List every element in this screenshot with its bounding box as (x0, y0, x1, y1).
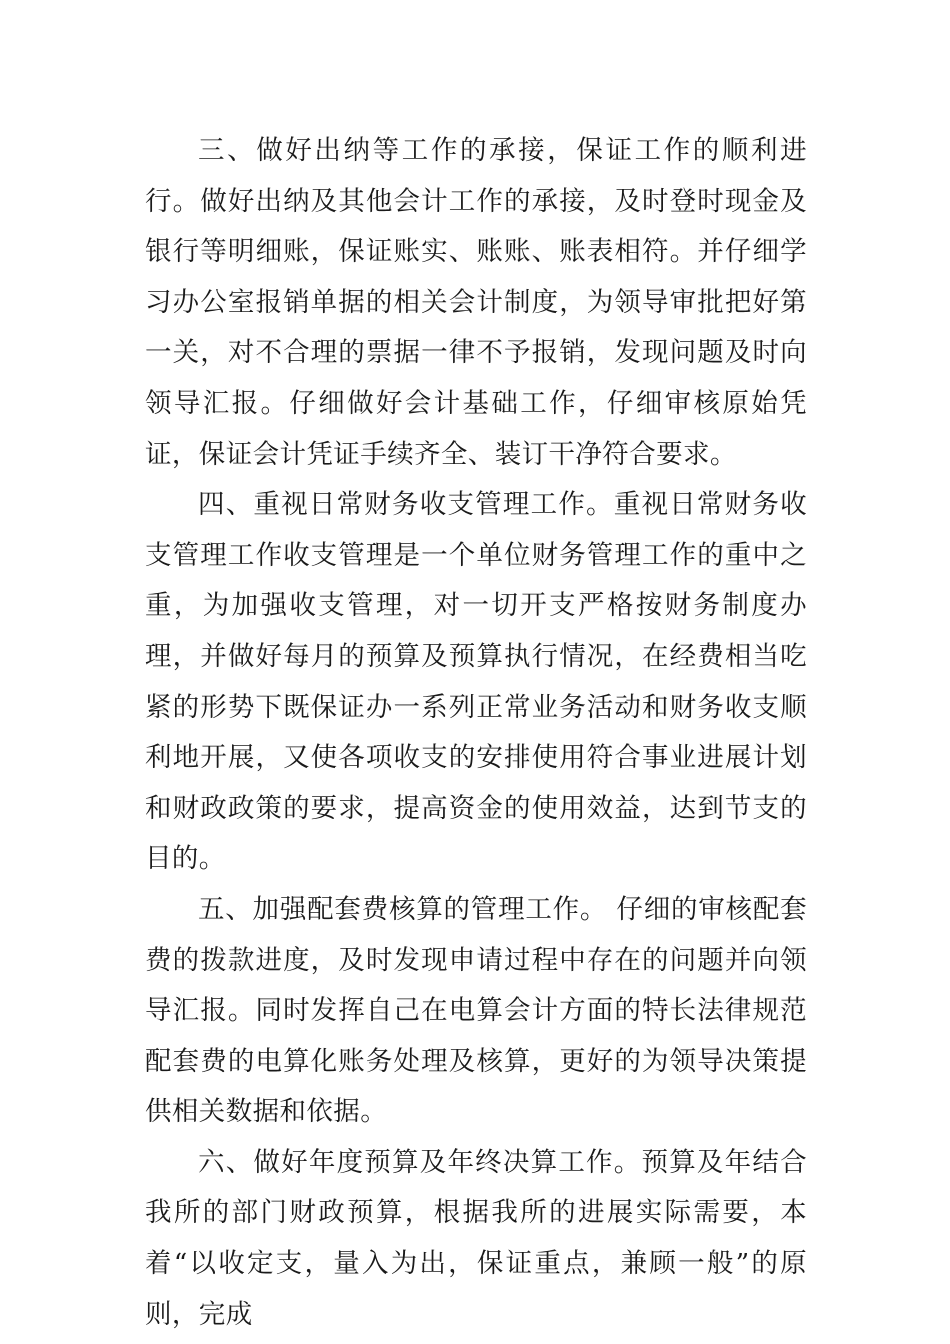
document-body (145, 126, 807, 1340)
paragraph-section-4: 四、重视日常财务收支管理工作。重视日常财务收支管理工作收支管理是一个单位财务管理工作的重中之重，为加强收支管理，对一切开支严格按财务制度办理，并做好每月的预算及预算执行情况，在经费相当吃紧的形势下既保证办一系列正常业务活动和财务收支顺利地开展，又使各项收支的安排使用符合事业进展计划和财政政策的要求，提高资金的使用效益，达到节支的目的。 (145, 489, 807, 875)
paragraph-section-3: 三、做好出纳等工作的承接，保证工作的顺利进行。做好出纳及其他会计工作的承接，及时登时现金及银行等明细账，保证账实、账账、账表相符。并仔细学习办公室报销单据的相关会计制度，为领导审批把好第一关，对不合理的票据一律不予报销，发现问题及时向领导汇报。仔细做好会计基础工作，仔细审核原始凭证，保证会计凭证手续齐全、装订干净符合要求。 (145, 135, 807, 470)
paragraph-section-5: 五、加强配套费核算的管理工作。 仔细的审核配套费的拨款进度，及时发现申请过程中存在的问题并向领导汇报。同时发挥自己在电算会计方面的特长法律规范配套费的电算化账务处理及核算，更好的为领导决策提供相关数据和依据。 (145, 893, 807, 1128)
paragraph-section-6: 六、做好年度预算及年终决算工作。预算及年结合我所的部门财政预算，根据我所的进展实际需要，本着“以收定支，量入为出，保证重点，兼顾一般”的原则，完成 (145, 1146, 807, 1330)
